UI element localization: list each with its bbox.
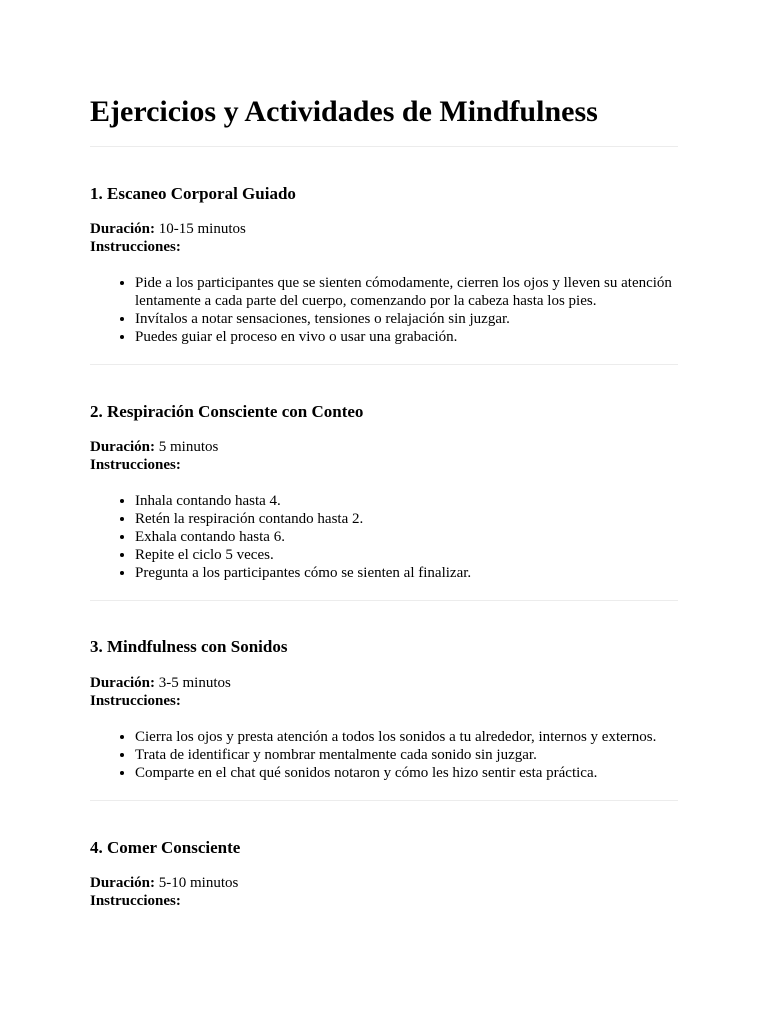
list-item: • Pide a los participantes que se sienten cómodamente, cierren los ojos y lleven su atención lentamente a cada parte del cuerpo, comenzando por la cabeza hasta los pies. (135, 274, 678, 310)
list-item: • Comparte en el chat qué sonidos notaron y cómo les hizo sentir esta práctica. (135, 764, 678, 782)
instructions-line (90, 692, 678, 710)
exercise-section-3 (90, 601, 678, 801)
section-heading: 1. Escaneo Corporal Guiado (90, 184, 296, 203)
instruction-list (90, 492, 678, 582)
duration-value: 5 minutos (158, 439, 219, 455)
list-item: • Cierra los ojos y presta atención a todos los sonidos a tu alrededor, internos y externos. (135, 728, 678, 746)
document-page (90, 0, 678, 910)
duration-line (90, 674, 678, 692)
section-heading: 3. Mindfulness con Sonidos (90, 637, 288, 656)
list-item: • Puedes guiar el proceso en vivo o usar una grabación. (135, 328, 678, 346)
instructions-line (90, 456, 678, 474)
section-heading: 2. Respiración Consciente con Conteo (90, 402, 364, 421)
duration-value: 5-10 minutos (158, 875, 239, 891)
duration-label: Duración: (90, 875, 155, 891)
duration-label: Duración: (90, 221, 155, 237)
document-title: Ejercicios y Actividades de Mindfulness (90, 95, 598, 128)
duration-value: 10-15 minutos (158, 221, 246, 237)
instructions-line (90, 892, 678, 910)
list-item: • Exhala contando hasta 6. (135, 528, 678, 546)
section-heading: 4. Comer Consciente (90, 838, 241, 857)
list-item: • Pregunta a los participantes cómo se sienten al finalizar. (135, 564, 678, 582)
duration-label: Duración: (90, 675, 155, 691)
list-item: • Trata de identificar y nombrar mentalmente cada sonido sin juzgar. (135, 746, 678, 764)
list-item: • Invítalos a notar sensaciones, tensiones o relajación sin juzgar. (135, 310, 678, 328)
duration-line (90, 438, 678, 456)
list-item: • Retén la respiración contando hasta 2. (135, 510, 678, 528)
instructions-label: Instrucciones: (90, 893, 181, 909)
exercise-section-2 (90, 365, 678, 601)
exercise-section-4 (90, 801, 678, 910)
list-item: • Inhala contando hasta 4. (135, 492, 678, 510)
instruction-list (90, 728, 678, 782)
exercise-section-1 (90, 147, 678, 365)
instructions-label: Instrucciones: (90, 693, 181, 709)
list-item: • Repite el ciclo 5 veces. (135, 546, 678, 564)
instructions-label: Instrucciones: (90, 239, 181, 255)
duration-line (90, 220, 678, 238)
instructions-line (90, 238, 678, 256)
duration-value: 3-5 minutos (158, 675, 231, 691)
instructions-label: Instrucciones: (90, 457, 181, 473)
instruction-list (90, 274, 678, 346)
duration-label: Duración: (90, 439, 155, 455)
duration-line (90, 874, 678, 892)
